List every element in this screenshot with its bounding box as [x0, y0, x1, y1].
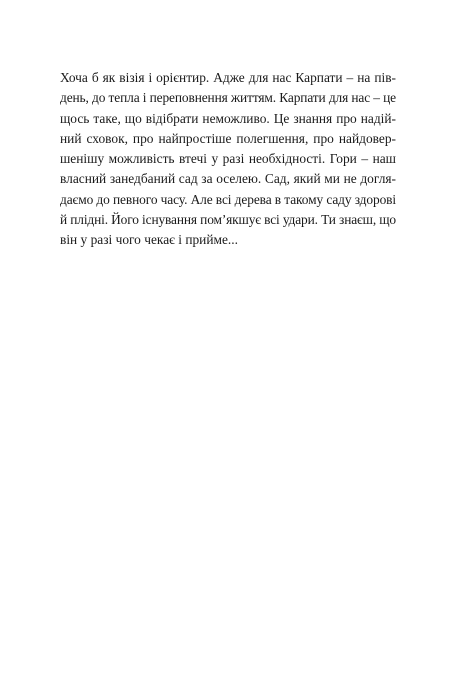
body-paragraph — [60, 68, 396, 251]
text-line-7: даємо до певного часу. Але всі дерева в такому саду здорові — [60, 191, 396, 207]
text-line-5: шенішу можливість втечі у разі необхідності. Гори – наш — [60, 151, 396, 167]
text-line-3: щось таке, що відібрати неможливо. Це знання про надій- — [60, 110, 396, 126]
text-line-4: ний сховок, про найпростіше полегшення, про найдовер- — [60, 130, 396, 146]
text-line-9: він у разі чого чекає і прийме... — [60, 232, 238, 248]
text-line-8: й плідні. Його існування пом’якшує всі удари. Ти знаєш, що — [60, 212, 396, 228]
text-line-2: день, до тепла і переповнення життям. Карпати для нас – це — [60, 90, 396, 106]
text-line-1: Хоча б як візія і орієнтир. Адже для нас Карпати – на пів- — [60, 70, 396, 85]
text-line-6: власний занедбаний сад за оселею. Сад, який ми не догля- — [60, 171, 396, 187]
